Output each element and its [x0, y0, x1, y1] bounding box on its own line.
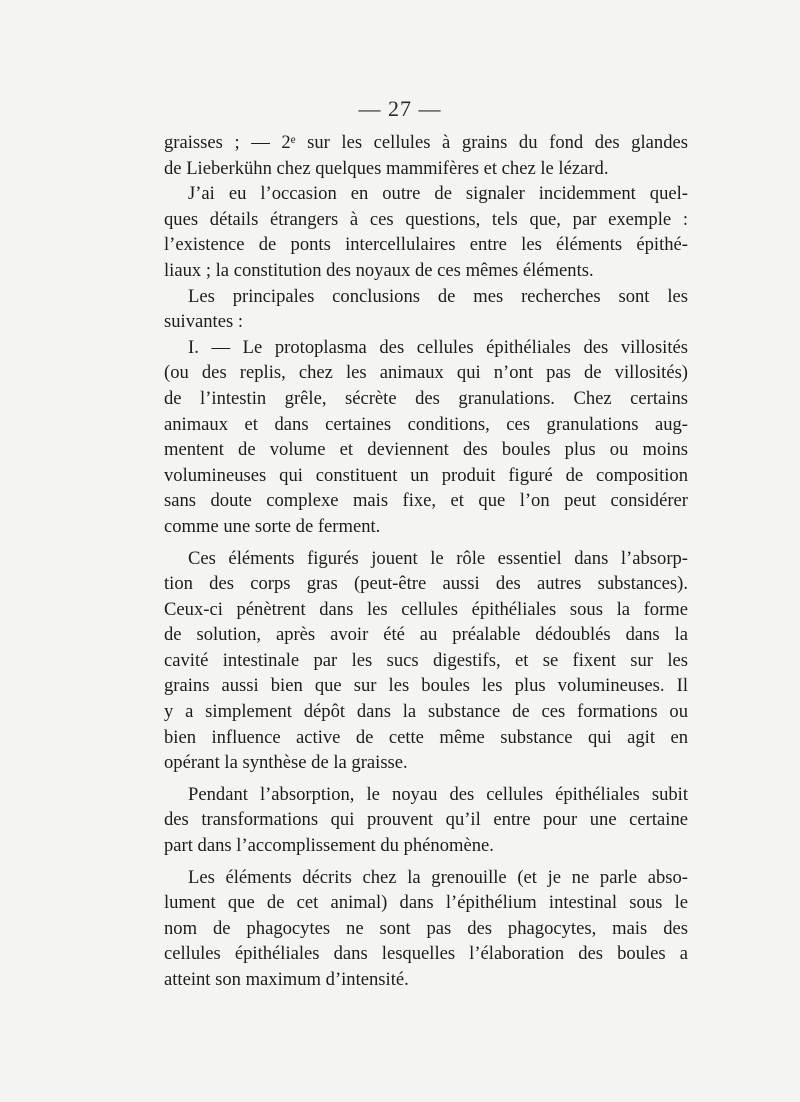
- text-line: graisses ; — 2ᵉ sur les cellules à grains du fond des glandes: [164, 132, 688, 153]
- paragraph: [164, 335, 688, 540]
- text-line: mentent de volume et deviennent des boules plus ou moins: [164, 439, 688, 461]
- text-line: de solution, après avoir été au préalable dédoublés dans la: [164, 624, 688, 646]
- text-line: liaux ; la constitution des noyaux de ces mêmes éléments.: [164, 259, 594, 281]
- text-line: Ces éléments figurés jouent le rôle essentiel dans l’absorp-: [188, 547, 688, 569]
- text-line: ques détails étrangers à ces questions, tels que, par exemple :: [164, 208, 688, 230]
- text-line: animaux et dans certaines conditions, ces granulations aug-: [164, 413, 688, 435]
- text-line: Les principales conclusions de mes recherches sont les: [188, 285, 688, 307]
- text-line: Les éléments décrits chez la grenouille (et je ne parle abso-: [188, 866, 688, 888]
- text-line: atteint son maximum d’intensité.: [164, 969, 409, 990]
- paragraph: [164, 284, 688, 335]
- text-line: cellules épithéliales dans lesquelles l’élaboration des boules a: [164, 943, 688, 965]
- text-line: l’existence de ponts intercellulaires entre les éléments épithé-: [164, 234, 688, 256]
- text-line: nom de phagocytes ne sont pas des phagocytes, mais des: [164, 917, 688, 939]
- text-line: bien influence active de cette même substance qui agit en: [164, 726, 688, 748]
- text-line: cavité intestinale par les sucs digestifs, et se fixent sur les: [164, 649, 688, 671]
- text-line: (ou des replis, chez les animaux qui n’ont pas de villosités): [164, 362, 688, 384]
- text-line: J’ai eu l’occasion en outre de signaler incidemment quel-: [188, 183, 688, 205]
- paragraph: [164, 181, 688, 283]
- text-line: comme une sorte de ferment.: [164, 515, 381, 537]
- paragraph: [164, 782, 688, 859]
- text-line: y a simplement dépôt dans la substance de ces formations ou: [164, 701, 688, 723]
- text-line: tion des corps gras (peut-être aussi des autres substances).: [164, 573, 688, 595]
- text-line: des transformations qui prouvent qu’il entre pour une certaine: [164, 809, 688, 831]
- paragraph: [164, 546, 688, 776]
- paragraph: [164, 130, 688, 181]
- text-line: Ceux-ci pénètrent dans les cellules épithéliales sous la forme: [164, 598, 688, 620]
- page-number: — 27 —: [358, 96, 442, 121]
- text-line: lument que de cet animal) dans l’épithélium intestinal sous le: [164, 892, 688, 914]
- text-line: sans doute complexe mais fixe, et que l’on peut considérer: [164, 490, 688, 512]
- text-line: opérant la synthèse de la graisse.: [164, 752, 408, 774]
- text-line: part dans l’accomplissement du phénomène.: [164, 835, 494, 857]
- text-line: Pendant l’absorption, le noyau des cellules épithéliales subit: [188, 783, 688, 805]
- text-line: de l’intestin grêle, sécrète des granulations. Chez certains: [164, 387, 688, 409]
- text-line: suivantes :: [164, 311, 244, 333]
- paragraph: [164, 865, 688, 993]
- text-line: grains aussi bien que sur les boules les plus volumineuses. Il: [164, 675, 688, 697]
- text-line: de Lieberkühn chez quelques mammifères et chez le lézard.: [164, 157, 609, 179]
- text-line: volumineuses qui constituent un produit figuré de composition: [164, 464, 688, 486]
- body-text: [164, 130, 688, 993]
- text-line: I. — Le protoplasma des cellules épithéliales des villosités: [188, 336, 688, 358]
